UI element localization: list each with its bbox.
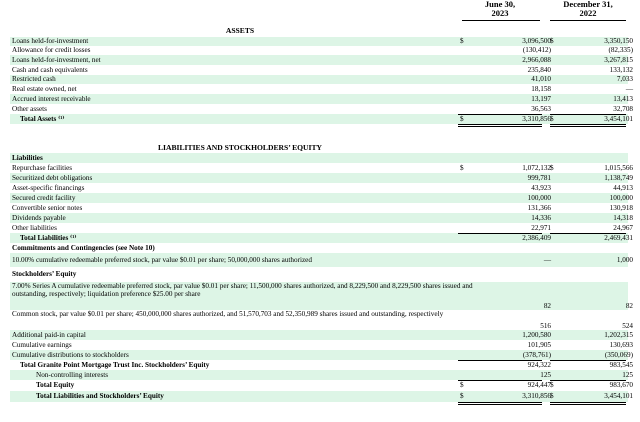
double-underline — [550, 124, 626, 125]
value-june-2023: 1,200,580 — [522, 331, 551, 339]
dollar-sign: $ — [460, 37, 464, 45]
value-june-2023: 516 — [540, 322, 551, 330]
value-dec-2022: (350,069) — [604, 351, 633, 359]
value-dec-2022: 130,918 — [609, 204, 633, 212]
row-label: Cumulative distributions to stockholders — [12, 351, 129, 359]
dollar-sign: $ — [460, 115, 464, 123]
value-dec-2022: 983,670 — [609, 381, 633, 389]
table-row — [10, 213, 633, 223]
value-june-2023: 924,322 — [527, 361, 551, 369]
double-underline — [458, 404, 542, 405]
double-underline — [550, 126, 626, 127]
dollar-sign: $ — [460, 164, 464, 172]
value-june-2023: — — [543, 256, 551, 264]
value-dec-2022: 133,132 — [609, 66, 633, 74]
value-dec-2022: 14,318 — [613, 214, 633, 222]
value-june-2023: 2,966,088 — [522, 56, 551, 64]
row-label: Cumulative earnings — [12, 341, 72, 349]
value-june-2023: 3,310,856 — [522, 392, 551, 400]
value-june-2023: 36,563 — [531, 105, 551, 113]
column-header-line2: 2023 — [491, 8, 509, 18]
row-label: Secured credit facility — [12, 194, 76, 202]
value-june-2023: 43,923 — [531, 184, 551, 192]
double-underline — [458, 126, 542, 127]
value-dec-2022: 44,913 — [613, 184, 633, 192]
double-underline — [550, 404, 626, 405]
table-row — [10, 37, 633, 46]
table-row — [10, 391, 633, 402]
value-dec-2022: 1,202,315 — [604, 331, 633, 339]
row-label: Loans held-for-investment — [12, 37, 89, 45]
row-label: Total Granite Point Mortgage Trust Inc. Stockholders’ Equity — [20, 361, 210, 369]
dollar-sign: $ — [460, 381, 464, 389]
table-row — [10, 163, 633, 173]
value-june-2023: 14,336 — [531, 214, 551, 222]
value-dec-2022: 82 — [625, 302, 633, 310]
value-june-2023: 2,386,409 — [522, 234, 551, 242]
value-june-2023: 22,971 — [531, 224, 551, 232]
row-label: Asset-specific financings — [12, 184, 85, 192]
row-label: Total Liabilities ⁽¹⁾ — [20, 234, 77, 242]
row-label: Real estate owned, net — [12, 85, 77, 93]
row-label: Total Assets ⁽¹⁾ — [20, 115, 65, 123]
table-row — [10, 282, 633, 310]
table-row — [10, 173, 633, 183]
header-underline — [462, 20, 540, 21]
dollar-sign: $ — [550, 392, 554, 400]
table-row — [10, 193, 633, 203]
table-row — [10, 75, 633, 84]
value-dec-2022: 3,267,815 — [604, 56, 633, 64]
value-dec-2022: 7,033 — [616, 75, 633, 83]
value-june-2023: (378,761) — [522, 351, 551, 359]
column-header-line2: 2022 — [579, 8, 597, 18]
value-june-2023: 18,158 — [531, 85, 551, 93]
table-row — [10, 350, 633, 360]
value-june-2023: 101,905 — [527, 341, 551, 349]
table-row — [10, 55, 633, 65]
column-header-june-2023 — [460, 0, 540, 18]
double-underline — [458, 402, 542, 403]
column-header-dec-2022 — [548, 0, 628, 18]
value-dec-2022: 1,015,566 — [604, 164, 633, 172]
total-rule — [458, 233, 542, 234]
value-dec-2022: 32,708 — [613, 105, 633, 113]
row-label: Additional paid-in capital — [12, 331, 86, 339]
value-dec-2022: 125 — [622, 371, 633, 379]
total-rule — [458, 380, 542, 381]
row-label: Dividends payable — [12, 214, 66, 222]
total-rule — [458, 360, 542, 361]
dollar-sign: $ — [550, 115, 554, 123]
table-row — [10, 253, 633, 267]
table-row — [10, 114, 633, 124]
row-label: Liabilities — [12, 154, 43, 162]
dollar-sign: $ — [460, 392, 464, 400]
value-dec-2022: 1,138,749 — [604, 174, 633, 182]
value-dec-2022: — — [625, 85, 633, 93]
value-june-2023: 3,310,856 — [522, 115, 551, 123]
table-row — [10, 233, 633, 243]
header-underline — [550, 20, 626, 21]
total-rule — [550, 233, 626, 234]
table-row — [10, 84, 633, 94]
value-june-2023: 125 — [540, 371, 551, 379]
row-label: Commitments and Contingencies (see Note 10) — [12, 244, 155, 252]
row-label: Convertible senior notes — [12, 204, 83, 212]
table-row — [10, 183, 633, 193]
table-row — [10, 223, 633, 233]
column-header-line1: June 30, — [484, 0, 516, 9]
total-rule — [550, 360, 626, 361]
table-row — [10, 360, 633, 370]
total-rule — [550, 380, 626, 381]
row-label: 10.00% cumulative redeemable preferred stock, par value $0.01 per share; 50,000,000 shares authorized — [12, 256, 312, 264]
value-dec-2022: 1,000 — [616, 256, 633, 264]
value-june-2023: 100,000 — [527, 194, 551, 202]
value-june-2023: 235,840 — [527, 66, 551, 74]
double-underline — [550, 402, 626, 403]
row-label: Common stock, par value $0.01 per share; 450,000,000 shares authorized, and 51,570,703 and 52,350,989 shares issued and outstanding, respectively — [12, 310, 444, 318]
table-row — [10, 243, 628, 253]
value-june-2023: 1,072,132 — [522, 164, 551, 172]
row-label: Other liabilities — [12, 224, 57, 232]
table-row — [10, 330, 633, 340]
row-label: Allowance for credit losses — [12, 46, 91, 54]
table-row — [10, 153, 628, 163]
row-label: 7.00% Series A cumulative redeemable preferred stock, par value $0.01 per share; 11,500,000 shares authorized, and 8,229,500 and 8,229,500 shares issued and outstanding, respectively; liquidation preference $25.00 per share — [12, 282, 473, 298]
value-dec-2022: 524 — [622, 322, 633, 330]
row-label: Stockholders’ Equity — [12, 270, 77, 278]
table-row — [10, 104, 633, 114]
value-dec-2022: (82,335) — [608, 46, 633, 54]
row-label: Total Equity — [36, 381, 75, 389]
table-row — [10, 203, 633, 213]
value-june-2023: 3,096,500 — [522, 37, 551, 45]
table-row — [10, 267, 628, 281]
double-underline — [458, 124, 542, 125]
value-dec-2022: 3,454,101 — [604, 115, 633, 123]
value-dec-2022: 3,454,101 — [604, 392, 633, 400]
dollar-sign: $ — [550, 37, 554, 45]
row-label: Securitized debt obligations — [12, 174, 93, 182]
value-dec-2022: 24,967 — [613, 224, 633, 232]
value-june-2023: 131,366 — [527, 204, 551, 212]
value-dec-2022: 983,545 — [609, 361, 633, 369]
table-row — [10, 65, 633, 75]
row-label: Non-controlling interests — [36, 371, 109, 379]
value-dec-2022: 13,413 — [613, 95, 633, 103]
total-rule — [458, 114, 542, 115]
row-label: Accrued interest receivable — [12, 95, 91, 103]
value-june-2023: 13,197 — [531, 95, 551, 103]
column-header-line1: December 31, — [563, 0, 613, 9]
dollar-sign: $ — [550, 164, 554, 172]
value-dec-2022: 130,693 — [609, 341, 633, 349]
row-label: Restricted cash — [12, 75, 56, 83]
table-row — [10, 46, 633, 55]
row-label: Loans held-for-investment, net — [12, 56, 101, 64]
table-row — [10, 310, 633, 330]
section-heading-liabilities-equity: LIABILITIES AND STOCKHOLDERS’ EQUITY — [157, 143, 323, 152]
total-rule — [550, 114, 626, 115]
value-june-2023: 999,781 — [527, 174, 551, 182]
value-june-2023: (130,412) — [522, 46, 551, 54]
row-label: Repurchase facilities — [12, 164, 73, 172]
row-label: Cash and cash equivalents — [12, 66, 88, 74]
table-row — [10, 340, 633, 350]
table-row — [10, 370, 633, 380]
value-dec-2022: 3,350,150 — [604, 37, 633, 45]
value-dec-2022: 2,469,431 — [604, 234, 633, 242]
dollar-sign: $ — [550, 381, 554, 389]
table-row — [10, 380, 633, 391]
value-june-2023: 82 — [543, 302, 551, 310]
row-label: Other assets — [12, 105, 47, 113]
value-june-2023: 41,010 — [531, 75, 551, 83]
row-label: Total Liabilities and Stockholders’ Equity — [36, 392, 164, 400]
section-heading-assets: ASSETS — [225, 26, 255, 35]
value-dec-2022: 100,000 — [609, 194, 633, 202]
table-row — [10, 94, 633, 104]
value-june-2023: 924,447 — [527, 381, 551, 389]
